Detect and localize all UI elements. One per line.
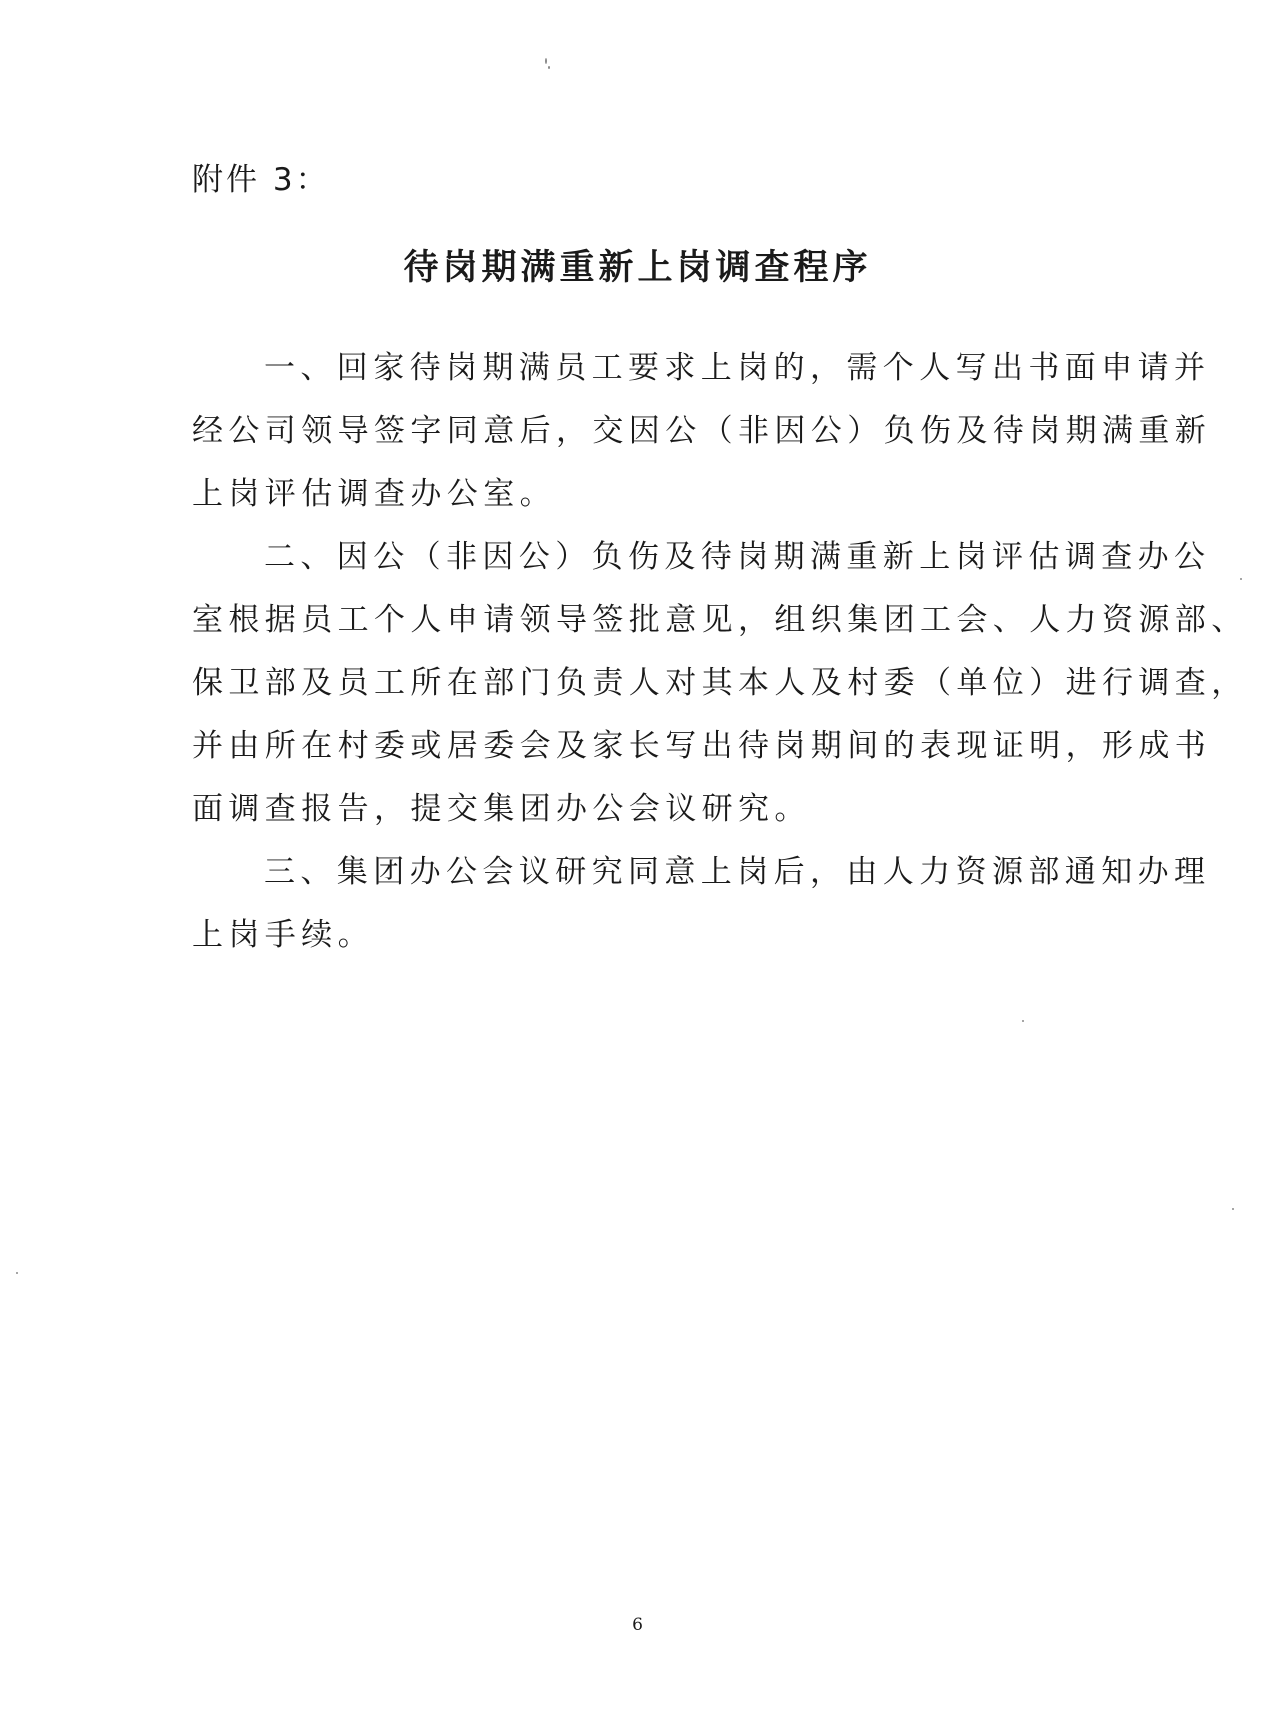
attachment-label: 附件 3： bbox=[192, 162, 330, 198]
text-line: 并由所在村委或居委会及家长写出待岗期间的表现证明，形成书 bbox=[192, 728, 1212, 764]
scan-speck bbox=[1232, 1208, 1234, 1210]
text-line: 上岗手续。 bbox=[192, 917, 374, 953]
text-line: 室根据员工个人申请领导签批意见，组织集团工会、人力资源部、 bbox=[192, 602, 1248, 638]
document-title: 待岗期满重新上岗调查程序 bbox=[403, 248, 872, 288]
text-line: 一、回家待岗期满员工要求上岗的，需个人写出书面申请并 bbox=[264, 350, 1211, 386]
scan-speck bbox=[1240, 578, 1242, 580]
scan-speck bbox=[1022, 1020, 1024, 1022]
text-line: 面调查报告，提交集团办公会议研究。 bbox=[192, 791, 811, 827]
paragraph-3 bbox=[192, 841, 1211, 967]
text-line: 上岗评估调查办公室。 bbox=[192, 476, 556, 512]
text-line: 二、因公（非因公）负伤及待岗期满重新上岗评估调查办公 bbox=[264, 539, 1211, 575]
document-body bbox=[192, 337, 1248, 967]
text-line: 经公司领导签字同意后，交因公（非因公）负伤及待岗期满重新 bbox=[192, 413, 1212, 449]
text-line: 三、集团办公会议研究同意上岗后，由人力资源部通知办理 bbox=[264, 854, 1211, 890]
text-line: 保卫部及员工所在部门负责人对其本人及村委（单位）进行调查， bbox=[192, 665, 1248, 701]
page-number: 6 bbox=[632, 1615, 643, 1635]
scan-speck bbox=[545, 58, 547, 64]
paragraph-1 bbox=[192, 337, 1212, 526]
scan-speck bbox=[16, 1272, 18, 1274]
scan-speck bbox=[548, 66, 550, 69]
paragraph-2 bbox=[192, 526, 1248, 841]
